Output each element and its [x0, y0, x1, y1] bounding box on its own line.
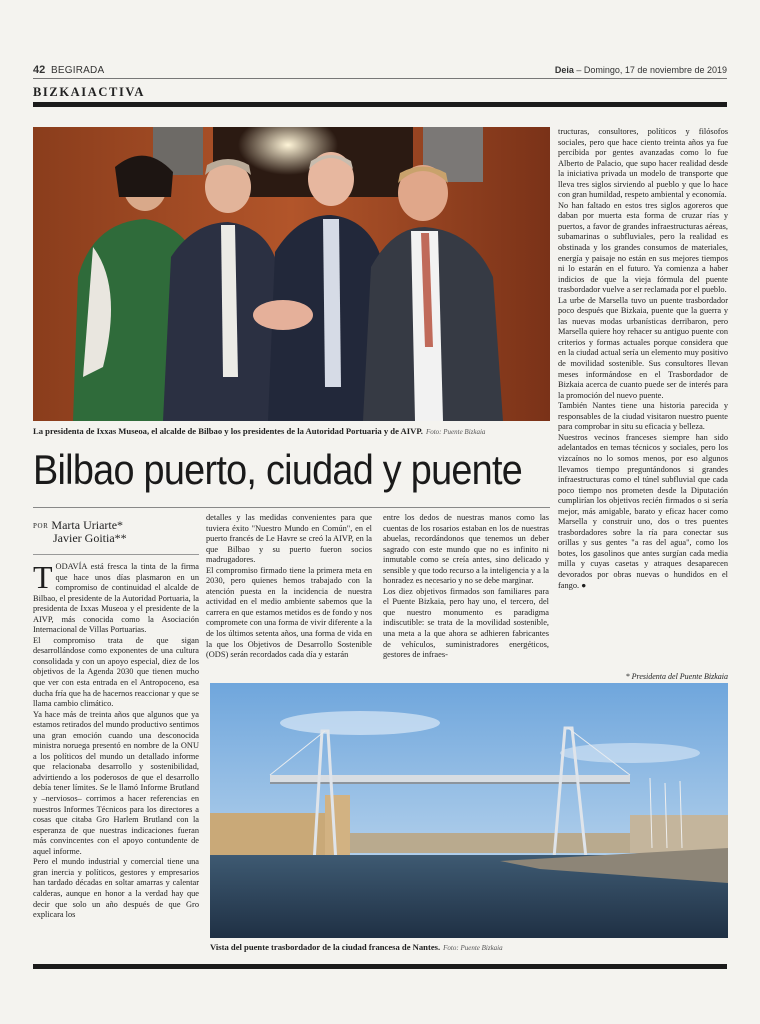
header-date-line	[555, 65, 727, 75]
signature-1: * Presidenta del Puente Bizkaia	[625, 672, 728, 681]
drop-cap: T	[33, 559, 53, 595]
byline	[33, 518, 193, 546]
paragraph: Nuestros vecinos franceses siempre han sido adelantados en temas técnicos y sociales, pero los vizcaínos no lo somos menos, por eso algunos llevamos tiempo preguntándonos si grandes infraestructuras como el túnel subfluvial que cada poco tiempo nos prometen desde la Diputación cumplirían los objetivos recién firmados o si sería mejor, más amigable, barato y eficaz hacer como Marsella y construir uno, dos o tres puentes trasbordadores sobre la ría para conectar sus orillas y sus gentes "a ras del agua", como los botes, los gasolinos que antes surgían cada media milla y cuyas casetas y atraques desaparecen devorados por obras nuevas o hundidos en el fango. ●	[558, 432, 728, 590]
footer-rule	[33, 964, 727, 969]
paragraph: entre los dedos de nuestras manos como las cuentas de los rosarios estaban en los de nuestras abuelas, recordándonos que tenemos un deber sagrado con este mundo que no es infinito ni inmutable como se creía antes, sino delicado y sensible y que todo recurso a la inteligencia y a la honradez es necesario y no se debe marginar.	[383, 513, 549, 586]
article-column-4	[558, 127, 728, 591]
header-section: BEGIRADA	[51, 65, 105, 76]
paragraph-text: ODAVÍA está fresca la tinta de la firma que hace unos días plasmaron en un compromiso de continuidad el alcalde de Bilbao, el presidente de la Autoridad Portuaria, la presidenta de Ixxas Museoa y el presidente de la AIVP, más conocida como la Asociación Internacional de Villas Portuarias.	[33, 562, 199, 635]
bridge-photo-illustration	[210, 683, 728, 938]
photo2-caption	[210, 942, 503, 952]
paragraph: tructuras, consultores, políticos y filósofos sociales, pero que hace ciento treinta años ya fue percibida por gentes avanzadas como lo fue Alberto de Palacio, que supo hacer realidad desde la iniciativa privada un modelo de transporte que lleva tres siglos sirviendo al pueblo y que lo hace con gran humildad, respeto ambiental y economía.	[558, 127, 728, 200]
paragraph: Ya hace más de treinta años que algunos que ya estamos retirados del mundo productivo sentimos una gran emoción cuando una desconocida ministra noruega presentó en nombre de la ONU a los políticos del mundo un detallado informe que relacionaba desarrollo y sostenibilidad, advirtiendo a los poderosos de que el desarrollo debía tener límites. Se le llamó Informe Brutland y –nerviosos– corrimos a hacer referencias en nuestros Informes Técnicos para los directores a cosas que citaba Gro Harlem Brutland con la esperanza de que nuestras indicaciones fueran más convincentes con el apoyo contundente de aquel informe.	[33, 709, 199, 856]
section-rule	[33, 102, 727, 107]
photo2-caption-text: Vista del puente trasbordador de la ciudad francesa de Nantes.	[210, 942, 441, 952]
paragraph: El compromiso firmado tiene la primera meta en 2030, pero quienes hemos trabajado con la atención puesta en la incidencia de nuestra actividad en el medio ambiente sabemos que la carrera en que estamos metidos es de fondo y nos compromete con una forma de vivir diferente a la de los últimos setenta años, una forma de vida en la que los Objetivos de Desarrollo Sostenible (ODS) serán recordados cada día y estarán	[206, 565, 372, 660]
byline-author2: Javier Goitia**	[53, 531, 127, 545]
byline-author1: Marta Uriarte*	[51, 518, 124, 532]
paper-name: Deia	[554, 65, 574, 75]
paragraph: No han faltado en estos tres siglos agoreros que daban por muerta esta forma de cruzar rías y puertos, a favor de grandes infraestructuras aéreas, subamarinas o subfluviales, pero la realidad es obstinada y los grandes consumos de materiales, energía y paisaje no están en sus mejores tiempos ni lo estarán en el futuro. Ya comienza a haber indicios de que la vieja fórmula del puente trasbordador vuelve a ser reclamada por el pueblo.	[558, 200, 728, 295]
header-date: – Domingo, 17 de noviembre de 2019	[573, 65, 727, 75]
paragraph: La urbe de Marsella tuvo un puente trasbordador poco después que Bizkaia, puente que la guerra y las nuevas modas urbanísticas derribaron, pero Marsella quiere hoy rehacer su antiguo puente con criterios y formas actuales porque considera que en la ciudad actual sería un elemento muy positivo de movilidad sostenible. Sus consultores llevan meses informándose en el Trasbordador de Bizkaia acerca de cuanto puede ser de interés para la promoción del nuevo puente.	[558, 295, 728, 400]
group-photo-illustration	[33, 127, 550, 421]
byline-por: POR	[33, 522, 49, 531]
headline-rule	[33, 507, 550, 508]
header-rule	[33, 78, 727, 79]
article-column-1	[33, 559, 199, 921]
photo-transporter-bridge	[210, 683, 728, 938]
paragraph: Pero el mundo industrial y comercial tiene una gran inercia y políticos, gestores y empresarios han tardado décadas en soltar amarras y calentar calderas, aunque en honor a la verdad hay que decir que solo un año después de que Gro explicara los	[33, 857, 199, 920]
photo1-caption	[33, 426, 485, 436]
paragraph: detalles y las medidas convenientes para que tuviera éxito "Nuestro Mundo en Común", en el puerto francés de Le Havre se creó la AIVP, en la que Bilbao y su puerto fueron socios madrugadores.	[206, 513, 372, 565]
photo1-credit: Foto: Puente Bizkaia	[425, 428, 486, 436]
photo-signing-group	[33, 127, 550, 421]
paragraph: Los diez objetivos firmados son familiares para el Puente Bizkaia, pero hay uno, el tercero, del que nuestro monumento es paradigma indiscutible: se trata de la movilidad sostenible, una meta a la que ahora se adhieren fabricantes de vehículos, suministradores energéticos, gestores de infraes-	[383, 586, 549, 660]
article-column-3	[383, 513, 549, 661]
page-number: 42	[33, 64, 46, 76]
byline-rule	[33, 554, 199, 555]
paragraph: También Nantes tiene una historia parecida y responsables de la ciudad visitaron nuestro puente para comprobar in situ su eficacia y belleza.	[558, 401, 728, 432]
photo2-credit: Foto: Puente Bizkaia	[443, 944, 503, 952]
photo1-caption-text: La presidenta de Ixxas Museoa, el alcalde de Bilbao y los presidentes de la Autoridad Portuaria y de AIVP.	[33, 426, 423, 436]
article-headline: Bilbao puerto, ciudad y puente	[33, 446, 523, 493]
paragraph: El compromiso trata de que sigan desarrollándose como exponentes de una cultura consolidada y con un apoyo especial, diez de los objetivos de la Agenda 2030 que tienen mucho que ver con esta entrada en el Antropoceno, esa ducha fría que ha de hacernos reaccionar y que se llama cambio climático.	[33, 635, 199, 709]
section-title: BIZKAIACTIVA	[33, 85, 146, 99]
page-header	[33, 64, 727, 78]
article-column-2	[206, 513, 372, 661]
paragraph	[33, 559, 199, 636]
